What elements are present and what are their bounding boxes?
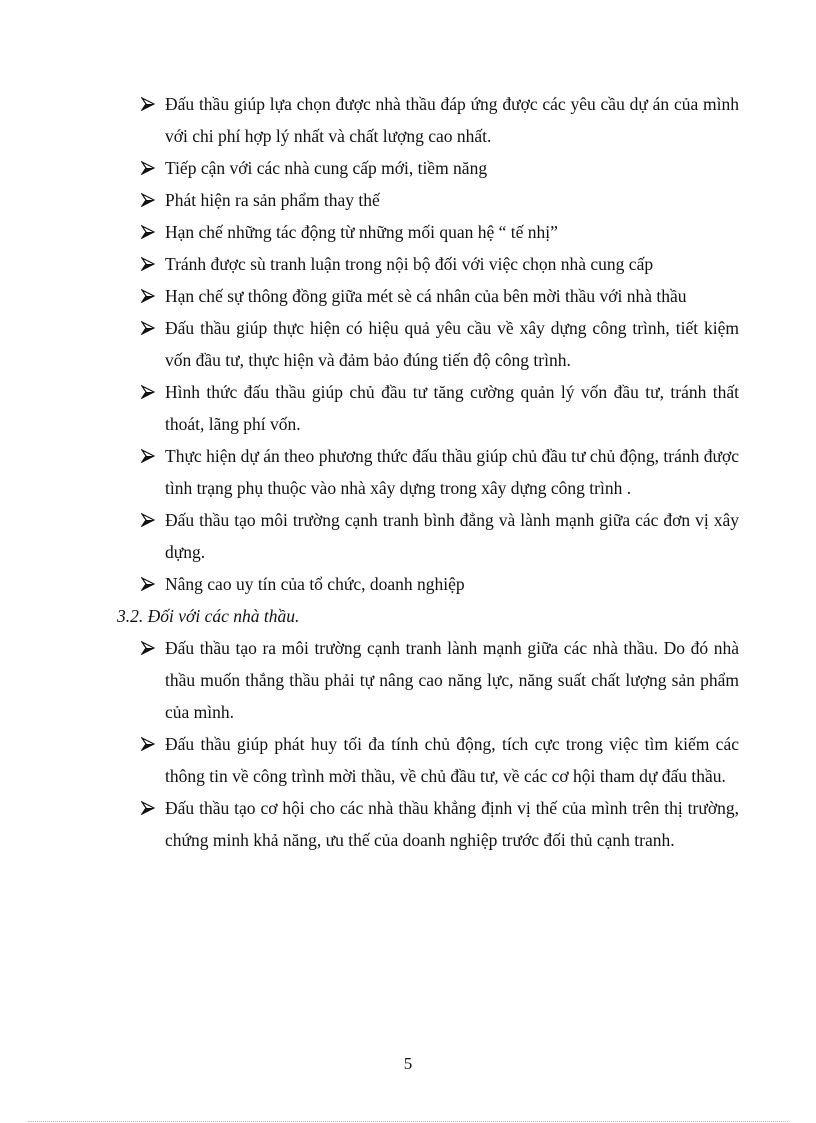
arrow-bullet-icon: [141, 737, 155, 751]
list-item: [117, 440, 739, 504]
benefits-list-contractors: [117, 632, 739, 856]
list-item-text: Đấu thầu giúp lựa chọn được nhà thầu đáp ứng được các yêu cầu dự án của mình với chi phí hợp lý nhất và chất lượng cao nhất.: [165, 94, 739, 146]
arrow-bullet-icon: [141, 97, 155, 111]
arrow-bullet-icon: [141, 449, 155, 463]
page-number: 5: [403, 1054, 413, 1073]
list-item: [117, 88, 739, 152]
list-item-text: Đấu thầu tạo ra môi trường cạnh tranh lành mạnh giữa các nhà thầu. Do đó nhà thầu muốn thắng thầu phải tự nâng cao năng lực, năng suất chất lượng sản phẩm của mình.: [165, 638, 739, 722]
list-item: [117, 792, 739, 856]
list-item: [117, 376, 739, 440]
benefits-list-investor: [117, 88, 739, 600]
list-item-text: Hình thức đấu thầu giúp chủ đầu tư tăng cường quản lý vốn đầu tư, tránh thất thoát, lãng phí vốn.: [165, 382, 739, 434]
list-item-text: Phát hiện ra sản phẩm thay thế: [165, 190, 380, 210]
list-item-text: Nâng cao uy tín của tổ chức, doanh nghiệp: [165, 574, 465, 594]
list-item-text: Đấu thầu giúp thực hiện có hiệu quả yêu cầu về xây dựng công trình, tiết kiệm vốn đầu tư, thực hiện và đảm bảo đúng tiến độ công trình.: [165, 318, 739, 370]
list-item-text: Thực hiện dự án theo phương thức đấu thầu giúp chủ đầu tư chủ động, tránh được tình trạng phụ thuộc vào nhà xây dựng trong xây dựng công trình .: [165, 446, 739, 498]
page-content: [117, 88, 739, 856]
arrow-bullet-icon: [141, 385, 155, 399]
arrow-bullet-icon: [141, 513, 155, 527]
arrow-bullet-icon: [141, 321, 155, 335]
list-item: [117, 632, 739, 728]
arrow-bullet-icon: [141, 641, 155, 655]
arrow-bullet-icon: [141, 161, 155, 175]
list-item: [117, 504, 739, 568]
list-item: [117, 568, 739, 600]
arrow-bullet-icon: [141, 225, 155, 239]
list-item: [117, 152, 739, 184]
list-item-text: Hạn chế những tác động từ những mối quan hệ “ tế nhị”: [165, 222, 558, 242]
list-item-text: Tránh được sù tranh luận trong nội bộ đối với việc chọn nhà cung cấp: [165, 254, 654, 274]
list-item: [117, 248, 739, 280]
arrow-bullet-icon: [141, 577, 155, 591]
list-item: [117, 280, 739, 312]
list-item: [117, 728, 739, 792]
footer-divider: [28, 1121, 788, 1122]
list-item: [117, 216, 739, 248]
arrow-bullet-icon: [141, 257, 155, 271]
list-item: [117, 312, 739, 376]
section-heading: 3.2. Đối với các nhà thầu.: [117, 606, 300, 626]
arrow-bullet-icon: [141, 193, 155, 207]
list-item-text: Tiếp cận với các nhà cung cấp mới, tiềm năng: [165, 158, 488, 178]
list-item-text: Hạn chế sự thông đồng giữa mét sè cá nhân của bên mời thầu với nhà thầu: [165, 286, 687, 306]
arrow-bullet-icon: [141, 289, 155, 303]
arrow-bullet-icon: [141, 801, 155, 815]
list-item-text: Đấu thầu giúp phát huy tối đa tính chủ động, tích cực trong việc tìm kiếm các thông tin về công trình mời thầu, về chủ đầu tư, về các cơ hội tham dự đấu thầu.: [165, 734, 739, 786]
list-item-text: Đấu thầu tạo cơ hội cho các nhà thầu khẳng định vị thế của mình trên thị trường, chứng minh khả năng, ưu thế của doanh nghiệp trước đối thủ cạnh tranh.: [165, 798, 739, 850]
list-item-text: Đấu thầu tạo môi trường cạnh tranh bình đẳng và lành mạnh giữa các đơn vị xây dựng.: [165, 510, 739, 562]
list-item: [117, 184, 739, 216]
